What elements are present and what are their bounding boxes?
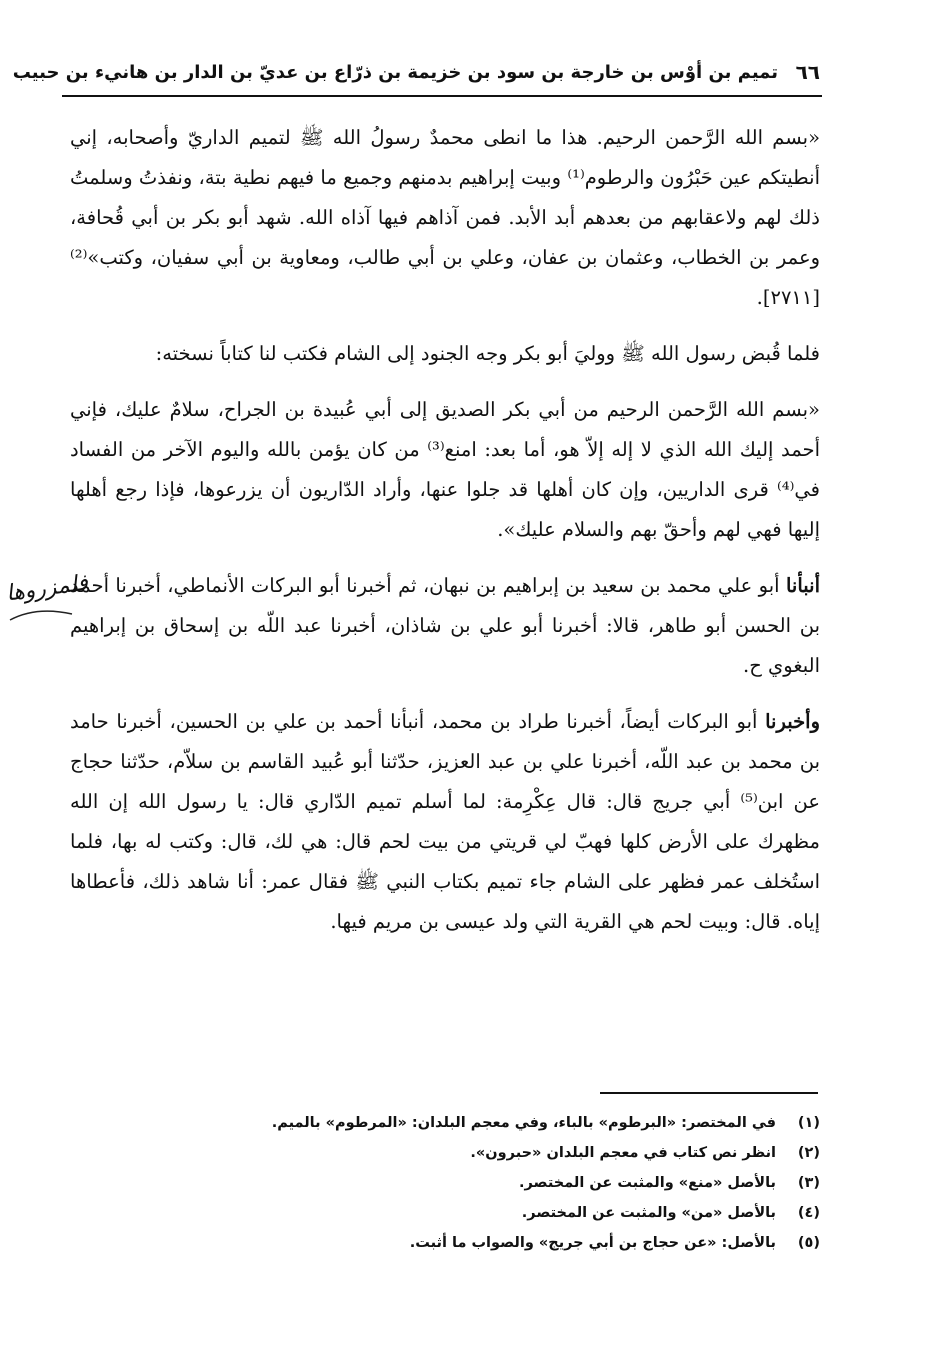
- paragraph-isnad-2: [70, 702, 820, 942]
- header-rule: [62, 95, 822, 97]
- running-title: تميم بن أوْس بن خارجة بن سود بن خزيمة بن ذرّاع بن عديّ بن الدار بن هانيء بن حبيب: [12, 62, 778, 83]
- footnote: [220, 1138, 820, 1168]
- footnote-text: بالأصل «من» والمثبت عن المختصر.: [521, 1205, 776, 1221]
- footnote-number: (١): [797, 1115, 820, 1131]
- footnote-text: بالأصل: «عن حجاج بن أبي جريج» والصواب ما أثبت.: [409, 1235, 776, 1251]
- footnote-text: انظر نص كتاب في معجم البلدان «حبرون».: [470, 1145, 776, 1161]
- footnote-number: (٢): [797, 1145, 820, 1161]
- paragraph-isnad-1: [70, 566, 820, 686]
- paragraph-text: أبو علي محمد بن سعيد بن إبراهيم بن نبهان، ثم أخبرنا أبو البركات الأنماطي، أخبرنا أحمد بن الحسن أبو طاهر، قالا: أخبرنا أبو علي بن شاذان، أخبرنا عبد اللّه بن إسحاق بن إبراهيم البغوي ح.: [70, 574, 820, 677]
- paragraph-lead-word: أنبأنا: [785, 574, 820, 597]
- main-text: [70, 118, 820, 958]
- footnote: [220, 1168, 820, 1198]
- paragraph-text: «بسم الله الرَّحمن الرحيم. هذا ما انطى محمدٌ رسولُ الله ﷺ لتميم الداريّ وأصحابه، إني أنطيتكم عين حَبْرُون والرطوم⁽¹⁾ وبيت إبراهيم بدمنهم وجميع ما فيهم نطية بتة، ونفذتُ وسلمتُ ذلك لهم ولاعقابهم من بعدهم أبد الأبد. فمن آذاهم فيها آذاه الله. شهد أبو بكر بن أبي قُحافة، وعمر بن الخطاب، وعثمان بن عفان، وعلي بن أبي طالب، ومعاوية بن أبي سفيان، وكتب»⁽²⁾[٢٧١١].: [70, 126, 820, 309]
- footnote: [220, 1108, 820, 1138]
- footnote: [220, 1228, 820, 1258]
- page-header: [12, 58, 822, 92]
- paragraph-text: أبو البركات أيضاً، أخبرنا طراد بن محمد، أنبأنا أحمد بن علي بن الحسين، أخبرنا حامد بن محمد بن عبد اللّه، أخبرنا علي بن عبد العزيز، حدّثنا أبو عُبيد القاسم بن سلاّم، حدّثنا حجاج عن ابن⁽⁵⁾ أبي جريج قال: قال عِكْرِمة: لما أسلم تميم الدّاري قال: يا رسول الله إن الله مظهرك على الأرض كلها فهبّ لي قريتي من بيت لحم قال: هي لك، قال: وكتب له بها، فلما استُخلف عمر فظهر على الشام جاء تميم بكتاب النبي ﷺ فقال عمر: أنا شاهد ذلك، فأعطاها إياه. قال: وبيت لحم هي القرية التي ولد عيسى بن مريم فيها.: [70, 710, 820, 933]
- footnote-number: (٤): [797, 1205, 820, 1221]
- paragraph-lead-word: وأخبرنا: [765, 710, 820, 733]
- margin-note-text: فلمزروها: [4, 570, 90, 607]
- footnotes: [220, 1108, 820, 1258]
- paragraph-text: «بسم الله الرَّحمن الرحيم من أبي بكر الصديق إلى أبي عُبيدة بن الجراح، سلامٌ عليك، فإني أحمد إليك الله الذي لا إله إلاّ هو، أما بعد: امنع⁽³⁾ من كان يؤمن بالله واليوم الآخر من الفساد في⁽⁴⁾ قرى الداريين، وإن كان أهلها قد جلوا عنها، وأراد الدّاريون أن يزرعوها، فإذا رجع أهلها إليها فهي لهم وأحقّ بهم والسلام عليك».: [70, 398, 820, 541]
- paragraph-narration: [70, 334, 820, 374]
- footnote-number: (٣): [797, 1175, 820, 1191]
- paragraph-letter: [70, 118, 820, 318]
- footnote-text: بالأصل «منع» والمثبت عن المختصر.: [519, 1175, 776, 1191]
- page-number: ٦٦: [795, 60, 820, 84]
- footnote-separator: [600, 1092, 818, 1094]
- footnote-number: (٥): [797, 1235, 820, 1251]
- paragraph-text: فلما قُبض رسول الله ﷺ ووليَ أبو بكر وجه الجنود إلى الشام فكتب لنا كتاباً نسخته:: [155, 342, 820, 365]
- paragraph-letter-abu-bakr: [70, 390, 820, 550]
- footnote: [220, 1198, 820, 1228]
- footnote-text: في المختصر: «البرطوم» بالباء، وفي معجم البلدان: «المرطوم» بالميم.: [271, 1115, 776, 1131]
- handwritten-margin-note: [4, 570, 90, 630]
